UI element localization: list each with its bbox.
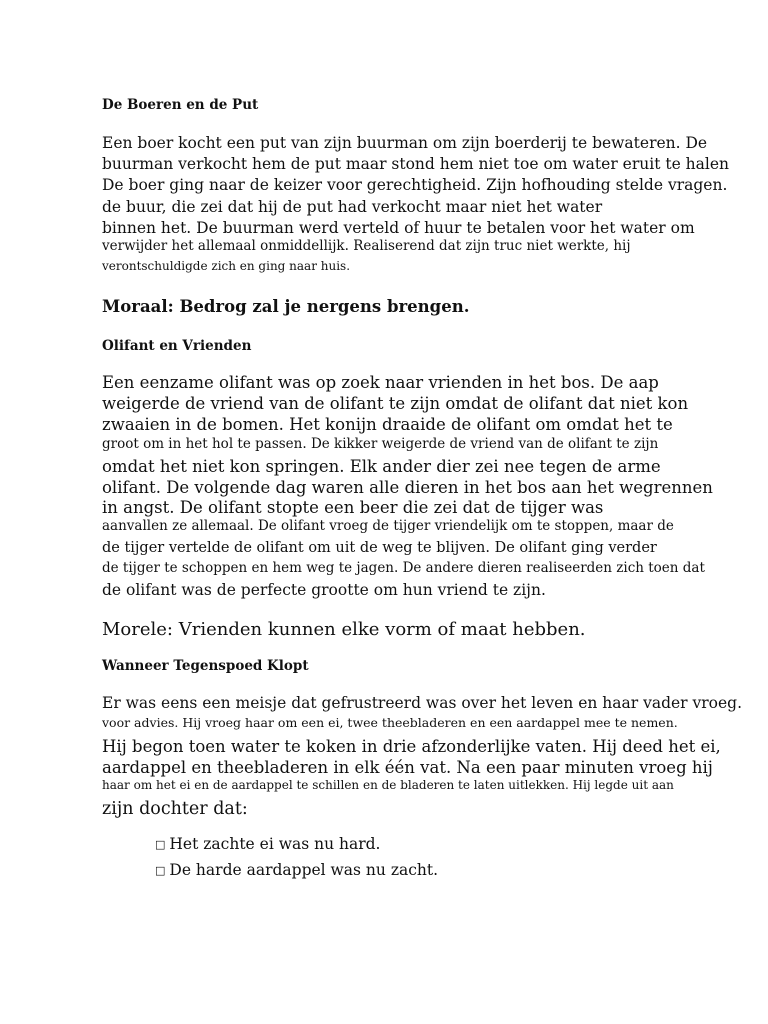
- paragraph-line: Er was eens een meisje dat gefrustreerd was over het leven en haar vader vroeg.: [102, 694, 743, 712]
- paragraph-line: groot om in het hol te passen. De kikker weigerde de vriend van de olifant te zijn: [102, 436, 659, 452]
- paragraph-line: Een boer kocht een put van zijn buurman om zijn boerderij te bewateren. De: [102, 134, 708, 152]
- paragraph-line: aanvallen ze allemaal. De olifant vroeg de tijger vriendelijk om te stoppen, maar de: [102, 518, 674, 534]
- list-item-text: De harde aardappel was nu zacht.: [169, 861, 439, 879]
- paragraph-line: Een eenzame olifant was op zoek naar vrienden in het bos. De aap: [102, 373, 659, 392]
- section-title: Wanneer Tegenspoed Klopt: [102, 658, 309, 674]
- paragraph-line: omdat het niet kon springen. Elk ander dier zei nee tegen de arme: [102, 457, 661, 476]
- list-item: [155, 837, 380, 853]
- paragraph-line: de tijger te schoppen en hem weg te jagen. De andere dieren realiseerden zich toen dat: [102, 560, 705, 576]
- moral-text: Morele: Vrienden kunnen elke vorm of maat hebben.: [102, 619, 586, 640]
- paragraph-line: in angst. De olifant stopte een beer die zei dat de tijger was: [102, 498, 604, 517]
- paragraph-line: Hij begon toen water te koken in drie afzonderlijke vaten. Hij deed het ei,: [102, 737, 721, 756]
- section-title: Olifant en Vrienden: [102, 338, 252, 354]
- paragraph-line: de olifant was de perfecte grootte om hun vriend te zijn.: [102, 581, 546, 599]
- list-item-text: Het zachte ei was nu hard.: [169, 835, 381, 853]
- paragraph-line: verontschuldigde zich en ging naar huis.: [102, 259, 351, 273]
- bullet-box-icon: □: [155, 838, 166, 851]
- paragraph-line: voor advies. Hij vroeg haar om een ei, twee theebladeren en een aardappel mee te nemen.: [102, 715, 678, 730]
- paragraph-line: zwaaien in de bomen. Het konijn draaide de olifant om omdat het te: [102, 415, 673, 434]
- paragraph-line: weigerde de vriend van de olifant te zijn omdat de olifant dat niet kon: [102, 394, 689, 413]
- paragraph-line: De boer ging naar de keizer voor gerechtigheid. Zijn hofhouding stelde vragen.: [102, 176, 728, 194]
- paragraph-line: aardappel en theebladeren in elk één vat. Na een paar minuten vroeg hij: [102, 758, 713, 777]
- list-item: [155, 863, 438, 879]
- paragraph-line: de tijger vertelde de olifant om uit de weg te blijven. De olifant ging verder: [102, 540, 657, 556]
- section-title: De Boeren en de Put: [102, 97, 259, 113]
- paragraph-line: verwijder het allemaal onmiddellijk. Realiserend dat zijn truc niet werkte, hij: [102, 238, 631, 254]
- paragraph-line: olifant. De volgende dag waren alle dieren in het bos aan het wegrennen: [102, 478, 713, 497]
- paragraph-line: haar om het ei en de aardappel te schillen en de bladeren te laten uitlekken. Hij legde uit aan: [102, 778, 674, 792]
- paragraph-line: de buur, die zei dat hij de put had verkocht maar niet het water: [102, 198, 603, 216]
- paragraph-line: zijn dochter dat:: [102, 799, 248, 819]
- moral-text: Moraal: Bedrog zal je nergens brengen.: [102, 297, 470, 316]
- bullet-box-icon: □: [155, 864, 166, 877]
- paragraph-line: buurman verkocht hem de put maar stond hem niet toe om water eruit te halen: [102, 155, 730, 173]
- paragraph-line: binnen het. De buurman werd verteld of huur te betalen voor het water om: [102, 219, 695, 237]
